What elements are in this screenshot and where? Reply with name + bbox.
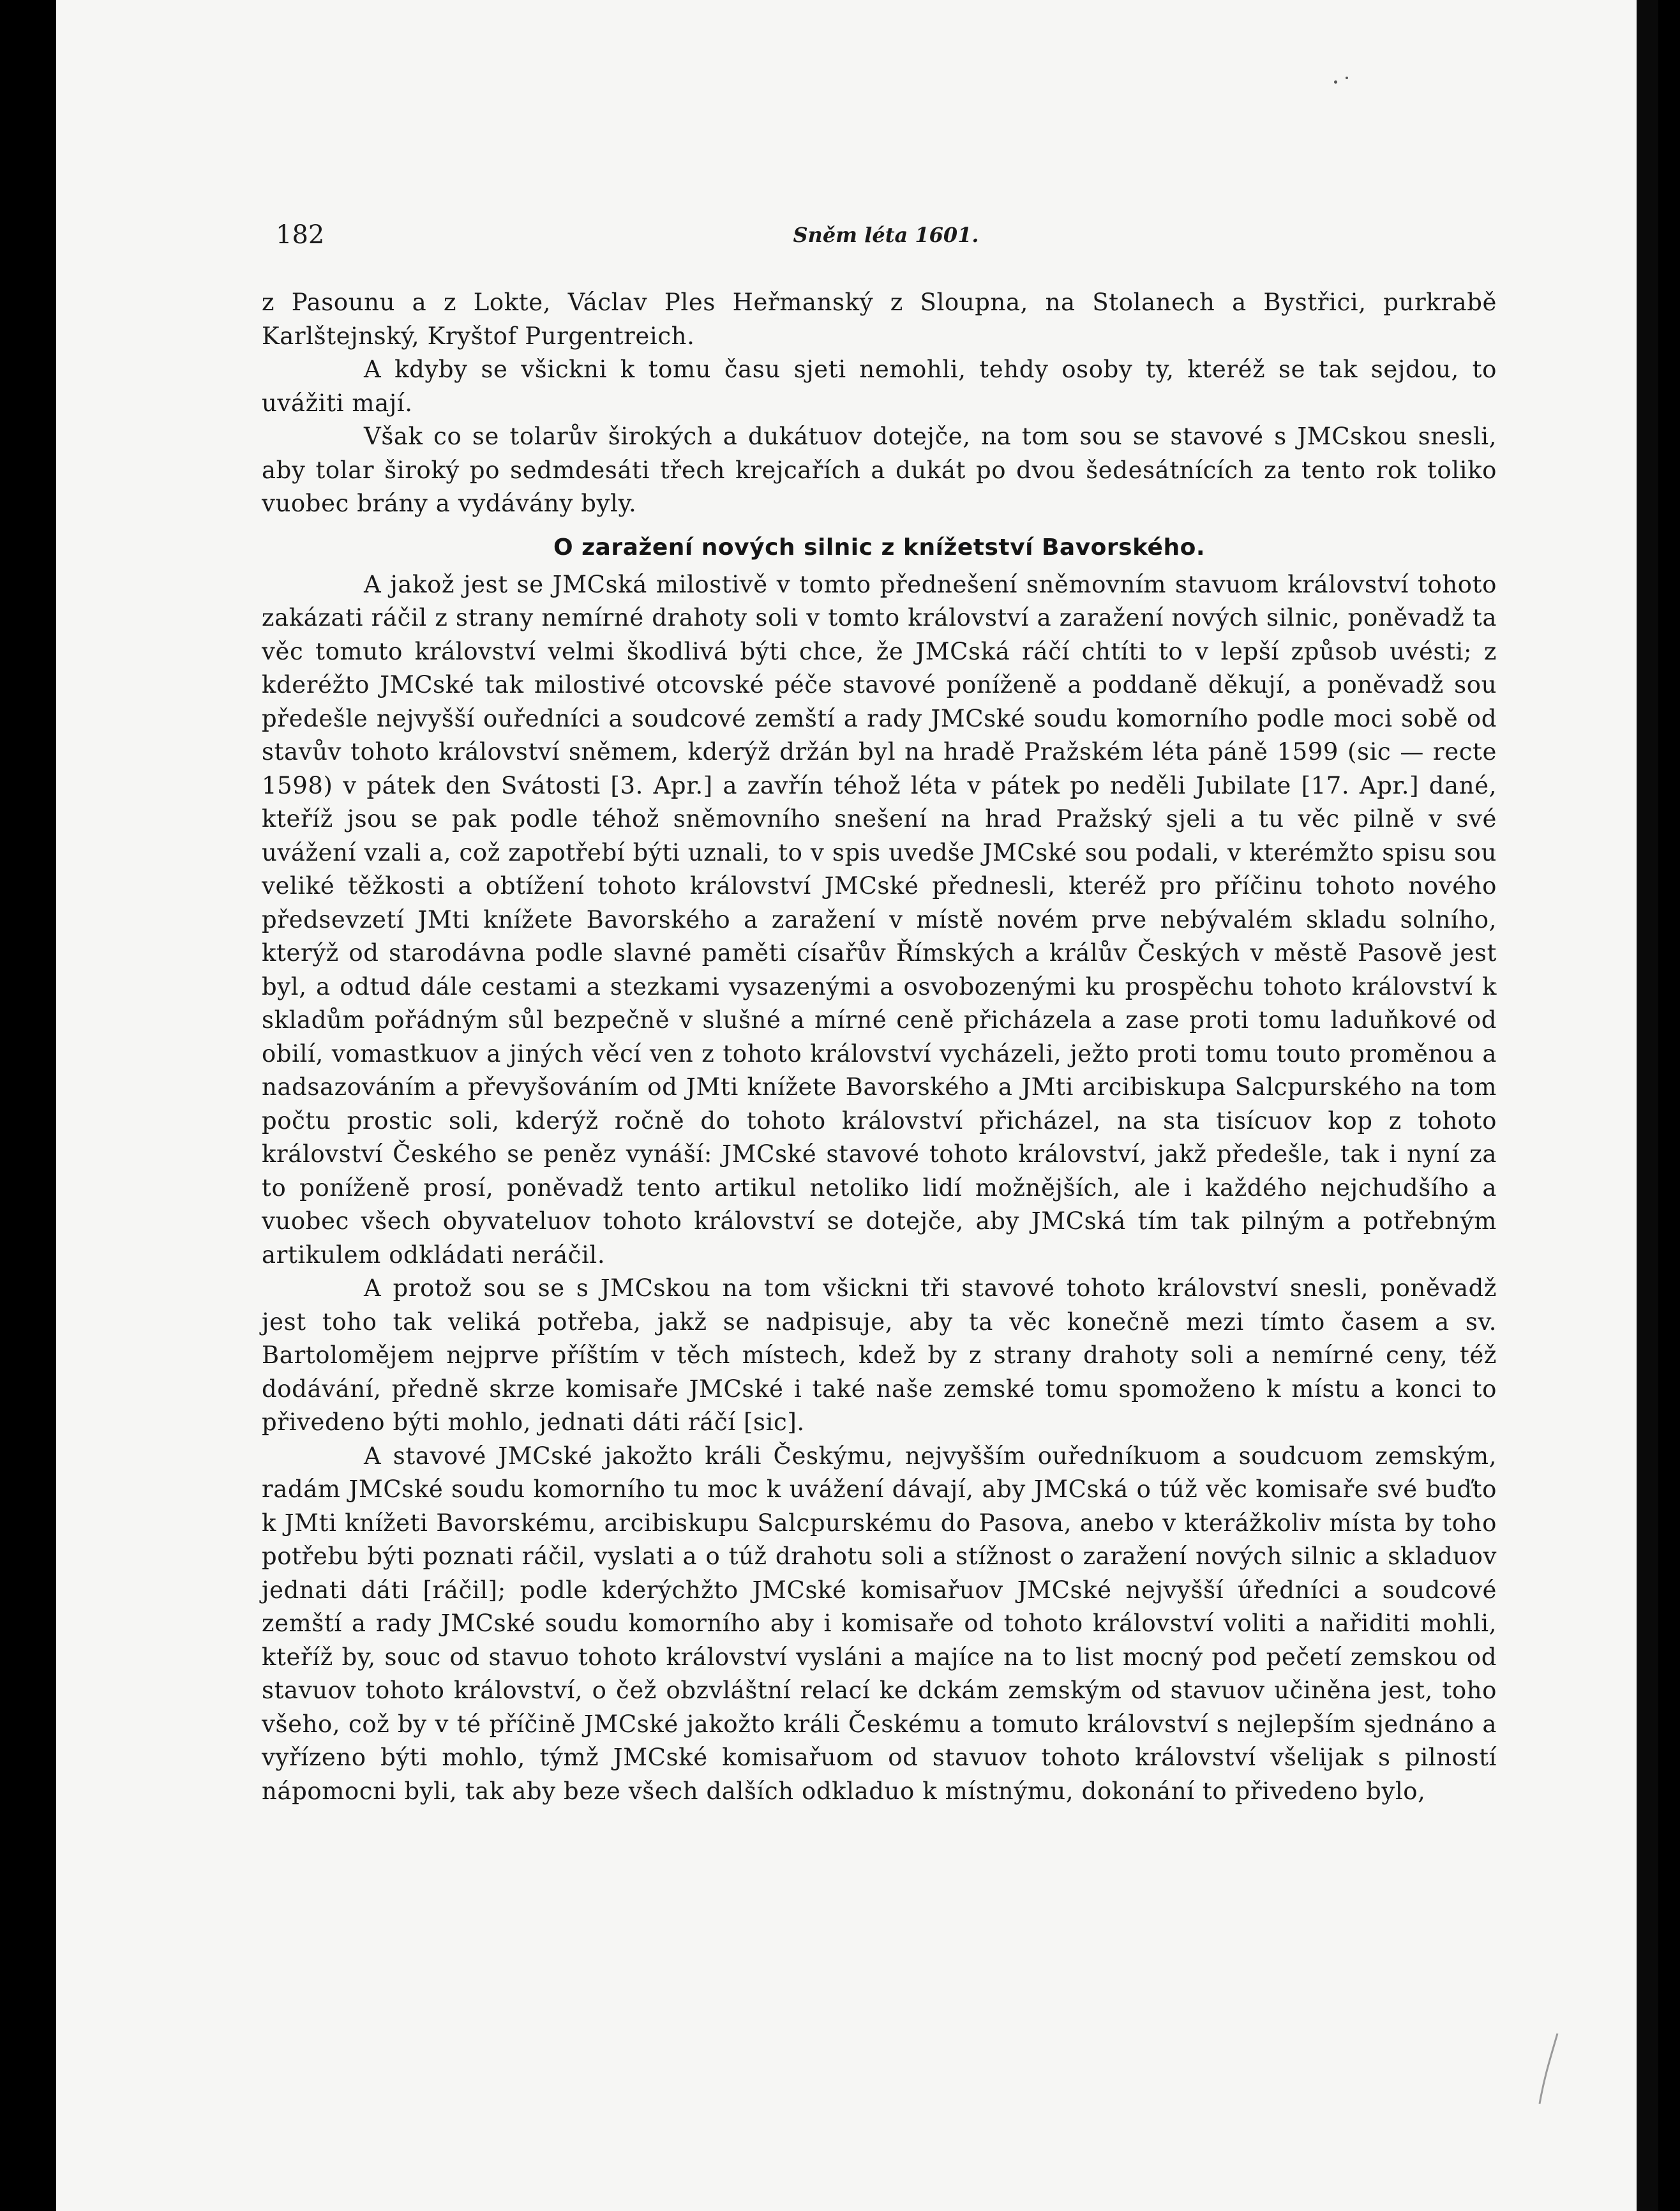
page-edge-shadow: [1637, 0, 1658, 2211]
paragraph-1: z Pasounu a z Lokte, Václav Ples Heřmanský z Sloupna, na Stolanech a Bystřici, purkrabě Karlštejnský, Kryštof Purgentreich.: [262, 289, 1497, 350]
section-title: O zaražení nových silnic z knížetství Bavorského.: [553, 534, 1206, 561]
page-number: 182: [276, 220, 325, 250]
running-head: Sněm léta 1601.: [793, 223, 979, 247]
paragraph-6: A stavové JMCské jakožto králi Českýmu, nejvyšším ouředníkuom a soudcuom zemským, radám JMCské soudu komorního tu moc k uvážení dávají, aby JMCská o túž věc komisaře své buďto k JMti knížeti Bavorskému, arcibiskupu Salcpurskému do Pasova, anebo v kterážkoliv místa by toho potřebu býti poznati ráčil, vyslati a o túž drahotu soli a stížnost o zaražení nových silnic a skladuov jednati dáti [ráčil]; podle kderýchžto JMCské komisařuov JMCské nejvyšší úředníci a soudcové zemští a rady JMCské soudu komorního aby i komisaře od tohoto království voliti a nařiditi mohli, kteříž by, souc od stavuo tohoto království vysláni a majíce na to list mocný pod pečetí zemskou od stavuov tohoto království, o čež obzvláštní relací ke dckám zemským od stavuov učiněna jest, toho všeho, což by v té příčině JMCské jakožto králi Českému a tomuto království s nejlepším sjednáno a vyřízeno býti mohlo, týmž JMCské komisařuom od stavuov tohoto království všelijak s pilností nápomocni byli, tak aby beze všech dalších odkladuo k místnýmu, dokonání to přivedeno bylo,: [262, 1442, 1497, 1805]
paragraph-2: A kdyby se všickni k tomu času sjeti nemohli, tehdy osoby ty, kteréž se tak sejdou, to uvážiti mají.: [262, 356, 1497, 417]
page-header: [276, 216, 1496, 254]
scan-specks: [1334, 77, 1353, 96]
paragraph-5: A protož sou se s JMCskou na tom všickni tři stavové tohoto království snesli, poněvadž jest toho tak veliká potřeba, jakž se nadpisuje, aby ta věc konečně mezi tímto časem a sv. Bartolomějem nejprve příštím v těch místech, kdež by z strany drahoty soli a nemírné ceny, též dodávání, předně skrze komisaře JMCské i také naše zemské tomu spomoženo k místu a konci to přivedeno býti mohlo, jednati dáti ráčí [sic].: [262, 1274, 1497, 1436]
paragraph-4: A jakož jest se JMCská milostivě v tomto přednešení sněmovním stavuom království tohoto zakázati ráčil z strany nemírné drahoty soli v tomto království a zaražení nových silnic, poněvadž ta věc tomuto království velmi škodlivá býti chce, že JMCská ráčí chtíti to v lepší způsob uvésti; z kderéžto JMCské tak milostivé otcovské péče stavové poníženě a poddaně děkují, a poněvadž sou předešle nejvyšší ouředníci a soudcové zemští a rady JMCské soudu komorního podle moci sobě od stavův tohoto království sněmem, kderýž držán byl na hradě Pražském léta páně 1599 (sic — recte 1598) v pátek den Svátosti [3. Apr.] a zavřín téhož léta v pátek po neděli Jubilate [17. Apr.] dané, kteříž jsou se pak podle téhož sněmovního snešení na hrad Pražský sjeli a tu věc pilně v své uvážení vzali a, což zapotřebí býti uznali, to v spis uvedše JMCské sou podali, v kterémžto spisu sou veliké těžkosti a obtížení tohoto království JMCské přednesli, kteréž pro příčinu tohoto nového předsevzetí JMti knížete Bavorského a zaražení v místě novém prve nebývalém skladu solního, kterýž od starodávna podle slavné paměti císařův Římských a králův Českých v městě Pasově jest byl, a odtud dále cestami a stezkami vysazenými a osvobozenými ku prospěchu tohoto království k skladům pořádným sůl bezpečně v slušné a mírné ceně přicházela a zase proti tomu laduňkové od obilí, vomastkuov a jiných věcí ven z tohoto království vycházeli, ježto proti tomu touto proměnou a nadsazováním a převyšováním od JMti knížete Bavorského a JMti arcibiskupa Salcpurského na tom počtu prostic soli, kderýž ročně do tohoto království přicházel, na sta tisícuov kop z tohoto království Českého se peněz vynáší: JMCské stavové tohoto království, jakž předešle, tak i nyní za to poníženě prosí, poněvadž tento artikul netoliko lidí možnějších, ale i každého nejchudšího a vuobec všech obyvateluov tohoto království se dotejče, aby JMCská tím tak pilným a potřebným artikulem odkládati neráčil.: [262, 570, 1497, 1269]
body-text: [262, 286, 1497, 1808]
pencil-mark: [1532, 2030, 1570, 2107]
paragraph-3: Však co se tolarův širokých a dukátuov dotejče, na tom sou se stavové s JMCskou snesli, aby tolar široký po sedmdesáti třech krejcařích a dukát po dvou šedesátnících za tento rok toliko vuobec brány a vydávány byly.: [262, 423, 1497, 517]
